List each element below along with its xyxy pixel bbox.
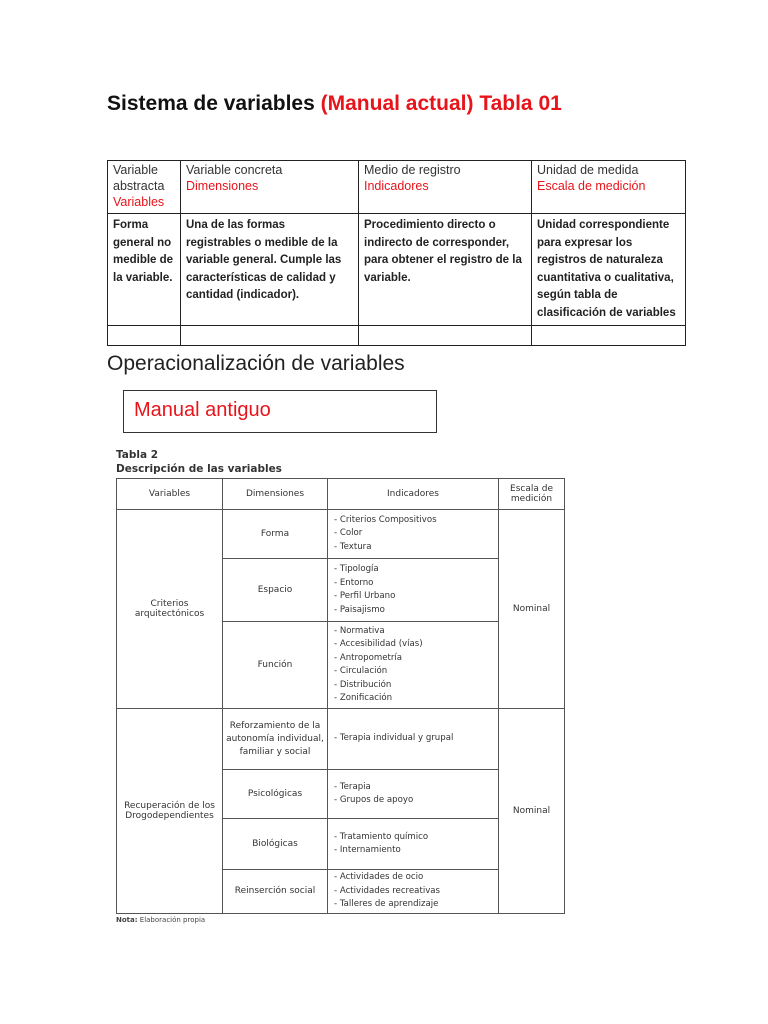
dimension-cell: Espacio	[223, 559, 328, 622]
variables-system-table	[107, 160, 686, 346]
manual-antiguo-label: Manual antiguo	[134, 399, 271, 421]
dimension-cell: Reinserción social	[223, 870, 328, 914]
variable-cell: Criterios arquitectónicos	[117, 510, 223, 709]
table-caption-description: Descripción de las variables	[116, 463, 282, 475]
table-row	[117, 709, 565, 770]
indicator-cell: - Tipología - Entorno - Perfil Urbano - Paisajismo	[328, 559, 499, 622]
header-cell: Variables	[117, 479, 223, 510]
scale-cell: Nominal	[499, 510, 565, 709]
table-row	[108, 214, 686, 326]
dimension-cell: Forma	[223, 510, 328, 559]
table-row	[117, 510, 565, 559]
table-cell: Procedimiento directo o indirecto de corresponder, para obtener el registro de la variable.	[359, 214, 532, 326]
scale-cell: Nominal	[499, 709, 565, 914]
title-text: Sistema de variables	[107, 92, 321, 115]
header-cell: Medio de registro Indicadores	[359, 161, 532, 214]
header-cell: Variable abstracta Variables	[108, 161, 181, 214]
section-title: Operacionalización de variables	[107, 352, 405, 375]
manual-antiguo-box	[123, 390, 437, 433]
table-cell: Una de las formas registrables o medible de la variable general. Cumple las características de calidad y cantidad (indicador).	[181, 214, 359, 326]
indicator-cell: - Actividades de ocio - Actividades recreativas - Talleres de aprendizaje	[328, 870, 499, 914]
page-title	[107, 92, 562, 116]
table-header-row	[108, 161, 686, 214]
variable-cell: Recuperación de los Drogodependientes	[117, 709, 223, 914]
header-cell: Escala de medición	[499, 479, 565, 510]
header-cell: Dimensiones	[223, 479, 328, 510]
table-row-empty	[108, 326, 686, 346]
variables-description-table	[116, 478, 565, 914]
table-header-row	[117, 479, 565, 510]
indicator-cell: - Tratamiento químico - Internamiento	[328, 819, 499, 870]
dimension-cell: Función	[223, 622, 328, 709]
table-note: Nota: Elaboración propia	[116, 915, 206, 924]
indicator-cell: - Terapia individual y grupal	[328, 709, 499, 770]
table-cell: Forma general no medible de la variable.	[108, 214, 181, 326]
table-cell: Unidad correspondiente para expresar los registros de naturaleza cuantitativa o cualitativa, según tabla de clasificación de variables	[532, 214, 686, 326]
indicator-cell: - Terapia - Grupos de apoyo	[328, 770, 499, 819]
dimension-cell: Reforzamiento de la autonomía individual, familiar y social	[223, 709, 328, 770]
dimension-cell: Psicológicas	[223, 770, 328, 819]
header-cell: Indicadores	[328, 479, 499, 510]
indicator-cell: - Normativa - Accesibilidad (vías) - Antropometría - Circulación - Distribución - Zonificación	[328, 622, 499, 709]
header-cell: Variable concreta Dimensiones	[181, 161, 359, 214]
header-cell: Unidad de medida Escala de medición	[532, 161, 686, 214]
indicator-cell: - Criterios Compositivos - Color - Textura	[328, 510, 499, 559]
dimension-cell: Biológicas	[223, 819, 328, 870]
scanned-table-figure	[116, 448, 568, 924]
title-red-text: (Manual actual) Tabla 01	[320, 92, 562, 115]
table-caption: Tabla 2	[116, 449, 159, 461]
